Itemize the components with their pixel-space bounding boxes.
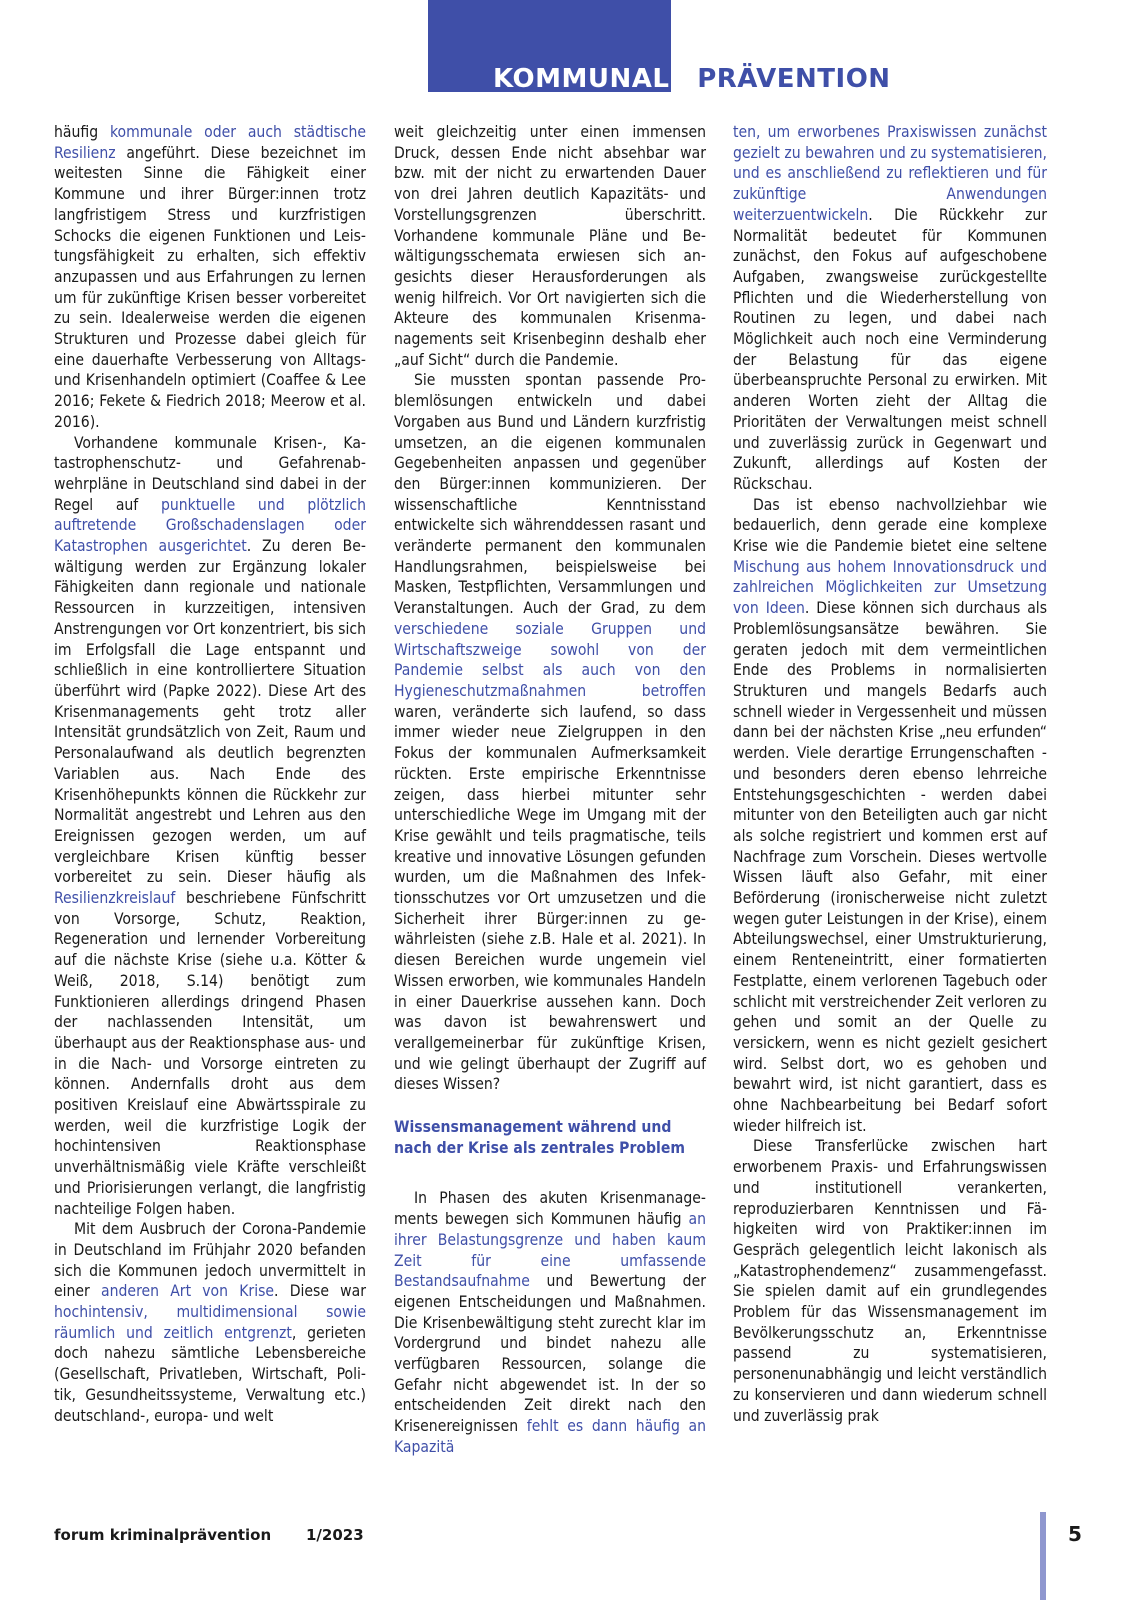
text-run: . Die Rückkehr zur Normalität bedeutet für Kommunen zunächst, den Fokus auf aufgeschobene Aufgaben, zwangsweise zurückgestellte Pflichten und die Wiederherstellung von Routinen zu legen, und dabei nach Möglichkeit auch noch eine Verminderung der Belastung für das eigene überbeanspruchte Personal zu erwirken. Mit anderen Worten zieht der Alltag die Prioritäten der Verwaltungen meist schnell und zuverlässig zurück in Gegenwart und Zukunft, allerdings auf Kosten der Rückschau. <box>733 205 1047 493</box>
text-run: beschriebene Fünfschritt von Vorsorge, Schutz, Reaktion, Regeneration und lernender Vorbereitung auf die nächste Krise (siehe u.a. Kötter & Weiß, 2018, S.14) benötigt zum Funktionieren allerdings dringend Phasen der nachlassenden Intensität, um überhaupt aus der Reaktionsphase aus- und in die Nach- und Vorsorge eintreten zu können. Andernfalls droht aus dem positiven Kreislauf eine Abwärtsspirale zu werden, weil die kurzfristige Logik der hochintensiven Reaktionsphase unverhältnismäßig viele Kräfte verschleißt und Priorisierungen verlangt, die langfristig nachteilige Folgen haben. <box>54 889 366 1218</box>
highlighted-text: Resilienzkreislauf <box>54 889 176 908</box>
highlighted-text: anderen Art von Krise <box>101 1282 275 1301</box>
paragraph <box>394 122 706 370</box>
paragraph <box>733 1136 1047 1426</box>
text-run: weit gleichzeitig unter einen immensen Druck, dessen Ende nicht absehbar war bzw. mit der nicht zu erwartenden Dauer von drei Jahren deutlich Kapazitäts- und Vorstellungsgrenzen überschritt. Vorhandene kommunale Pläne und Bewältigungsschemata erwiesen sich angesichts dieser Herausforderungen als wenig hilfreich. Vor Ort navigierten sich die Akteure des kommunalen Krisenmanagements seit Krisenbeginn deshalb eher „auf Sicht“ durch die Pandemie. <box>394 123 706 369</box>
highlighted-text: an ihrer Belastungsgrenze und haben kaum Zeit für eine umfassende Bestandsaufnahme <box>394 1210 706 1291</box>
col2-flow-top <box>394 122 706 1095</box>
text-run: und Bewertung der eigenen Entscheidungen und Maßnahmen. Die Krisenbewältigung steht zurecht klar im Vordergrund und bindet nahezu alle verfügbaren Ressourcen, solange die Gefahr nicht abgewendet ist. In der so entscheidenden Zeit direkt nach den Krisenereignissen <box>394 1272 706 1436</box>
highlighted-text: hochintensiv, multidimensional sowie räumlich und zeitlich entgrenzt <box>54 1303 366 1342</box>
section-title <box>493 64 891 94</box>
text-column-1 <box>54 122 366 1426</box>
text-run: , gerieten doch nahezu sämtliche Lebensbereiche (Gesellschaft, Privatleben, Wirtschaft, Politik, Gesundheitssysteme, Verwaltung etc.) deutschland-, europa- und welt <box>54 1323 367 1425</box>
text-run: Das ist ebenso nachvollziehbar wie bedauerlich, denn gerade eine komplexe Krise wie die Pandemie bietet eine seltene <box>733 495 1047 556</box>
text-column-2 <box>394 122 706 1458</box>
col3-flow <box>733 122 1047 1426</box>
paragraph <box>54 433 366 1220</box>
text-column-3 <box>733 122 1047 1426</box>
section-title-part1: KOMMUNALE <box>493 64 688 94</box>
page-marker-bar <box>1040 1512 1046 1600</box>
highlighted-text: verschiedene soziale Gruppen und Wirtschaftszweige sowohl von der Pandemie selbst als auch von den Hygieneschutzmaßnahmen betroffen <box>394 619 706 700</box>
text-run: angeführt. Diese bezeichnet im weitesten Sinne die Fähigkeit einer Kommune und ihrer Bürger:innen trotz langfristigem Stress und kurzfristigen Schocks die eigenen Funktionen und Leistungsfähigkeit zu erhalten, sich effektiv anzupassen und aus Erfahrungen zu lernen um für zukünftige Krisen besser vorbereitet zu sein. Idealerweise werden die eigenen Strukturen und Prozesse dabei gleich für eine dauerhafte Verbesserung von Alltags- und Krisenhandeln optimiert (Coaffee & Lee 2016; Fekete & Fiedrich 2018; Meerow et al. 2016). <box>54 143 366 431</box>
col1-flow <box>54 122 366 1426</box>
highlighted-text: ten, um erworbenes Praxiswissen zunächst gezielt zu bewahren und zu systematisieren, und es anschließend zu reflektieren und für zukünftige Anwendungen weiterzuentwickeln <box>733 123 1047 224</box>
paragraph <box>733 122 1047 495</box>
page-number: 5 <box>1068 1522 1082 1546</box>
paragraph <box>394 370 706 1095</box>
highlighted-text: kommunale oder auch städtische Resilienz <box>54 123 366 162</box>
highlighted-text: Mischung aus hohem Innovationsdruck und zahlreichen Möglichkeiten zur Umsetzung von Ideen <box>733 557 1047 618</box>
col2-flow-bottom <box>394 1188 706 1457</box>
text-run: Diese Transferlücke zwischen hart erworbenem Praxis- und Erfahrungswissen und institutionell verankerten, reproduzierbaren Kenntnissen und Fähigkeiten wird von Praktiker:innen im Gespräch gelegentlich leicht lakonisch als „Katastrophendemenz“ zusammengefasst. Sie spielen damit auf ein grundlegendes Problem für das Wissensmanagement im Bevölkerungsschutz an, Erkenntnisse passend zu systematisieren, personenunabhängig und leicht verständlich zu konservieren und dann wiederum schnell und zuverlässig prak <box>733 1137 1047 1425</box>
highlighted-text: punktuelle und plötzlich auftretende Großschadenslagen oder Katastrophen ausgerichtet <box>54 495 366 556</box>
text-run: . Diese können sich durchaus als Problemlösungsansätze bewähren. Sie geraten jedoch mit dem vermeintlichen Ende des Problems in normalisierten Strukturen und mangels Bedarfs auch schnell wieder in Vergessenheit und müssen dann bei der nächsten Krise „neu erfunden“ werden. Viele derartige Errungenschaften - und besonders deren ebenso lehrreiche Entstehungsgeschichten - werden dabei mitunter von den Beteiligten auch gar nicht als solche registriert und kommen erst auf Nachfrage zum Vorschein. Dieses wertvolle Wissen läuft also Gefahr, mit einer Beförderung (ironischerweise nicht zuletzt wegen guter Leistungen in der Krise), einem Abteilungswechsel, einer Umstrukturierung, einem Renteneintritt, einer formatierten Festplatte, einem verlorenen Tagebuch oder schlicht mit verstreichender Zeit verloren zu gehen und somit an der Quelle zu versickern, wenn es nicht gezielt gesichert wird. Selbst dort, wo es gehoben und bewahrt wird, ist nicht garantiert, dass es ohne Nachbearbeitung bei Bedarf sofort wieder hilfreich ist. <box>733 599 1048 1135</box>
paragraph <box>733 495 1047 1137</box>
publication-name: forum kriminalprävention <box>54 1526 272 1544</box>
text-run: . Zu deren Bewältigung werden zur Ergänzung lokaler Fähigkeiten dann regionale und nationale Ressourcen in kurzzeitigen, intensiven Anstrengungen vor Ort konzentriert, bis sich im Erfolgsfall die Lage entspannt und schließlich in eine kontrolliertere Situation überführt wird (Papke 2022). Diese Art des Krisenmanagements geht trotz aller Intensität grundsätzlich von Zeit, Raum und Personalaufwand als deutlich begrenzten Variablen aus. Nach Ende des Krisenhöhepunkts können die Rückkehr zur Normalität angestrebt und Lehren aus den Ereignissen gezogen werden, um auf vergleichbare Krisen künftig besser vorbereitet zu sein. Dieser häufig als <box>54 537 366 887</box>
subheading: Wissensmanagement während und nach der Krise als zentrales Problem <box>394 1118 685 1157</box>
text-run: In Phasen des akuten Krisenmanagements bewegen sich Kommunen häufig <box>394 1189 706 1229</box>
paragraph <box>54 1219 366 1426</box>
text-run: Mit dem Ausbruch der Corona-Pandemie in Deutschland im Frühjahr 2020 befanden sich die Kommunen jedoch unvermittelt in einer <box>54 1220 366 1301</box>
issue-number: 1/2023 <box>306 1526 364 1544</box>
text-run: waren, veränderte sich laufend, so dass immer wieder neue Zielgruppen in den Fokus der kommunalen Aufmerksamkeit rückten. Erste empirische Erkenntnisse zeigen, dass hierbei mitunter sehr unterschiedliche Wege im Umgang mit der Krise gewählt und teils pragmatische, teils kreative und innovative Lösungen gefunden wurden, um die Maßnahmen des Infektionsschutzes vor Ort umzusetzen und die Sicherheit ihrer Bürger:innen zu gewährleisten (siehe z.B. Hale et al. 2021). In diesen Bereichen wurde ungemein viel Wissen erworben, wie kommunales Handeln in einer Dauerkrise aussehen kann. Doch was davon ist bewahrenswert und verallgemeinerbar für zukünftige Krisen, und wie gelingt überhaupt der Zugriff auf dieses Wissen? <box>394 702 706 1094</box>
section-title-part2: PRÄVENTION <box>697 64 891 94</box>
paragraph <box>54 122 366 433</box>
text-run: häufig <box>54 123 110 141</box>
paragraph <box>394 1188 706 1457</box>
text-run: Sie mussten spontan passende Problemlösungen entwickeln und dabei Vorgaben aus Bund und Ländern kurzfristig umsetzen, an die eigenen kommunalen Gegebenheiten anpassen und gegenüber den Bürger:innen kommunizieren. Der wissenschaftliche Kenntnisstand entwickelte sich währenddessen rasant und veränderte permanent den kommunalen Handlungsrahmen, beispielsweise bei Masken, Testpflichten, Versammlungen und Veranstaltungen. Auch der Grad, zu dem <box>394 371 706 618</box>
highlighted-text: fehlt es dann häufig an Kapazitä <box>394 1417 706 1456</box>
text-run: Vorhandene kommunale Krisen-, Katastrophenschutz- und Gefahrenabwehrpläne in Deutschland sind dabei in der Regel auf <box>54 433 366 514</box>
text-run: . Diese war <box>274 1282 367 1301</box>
